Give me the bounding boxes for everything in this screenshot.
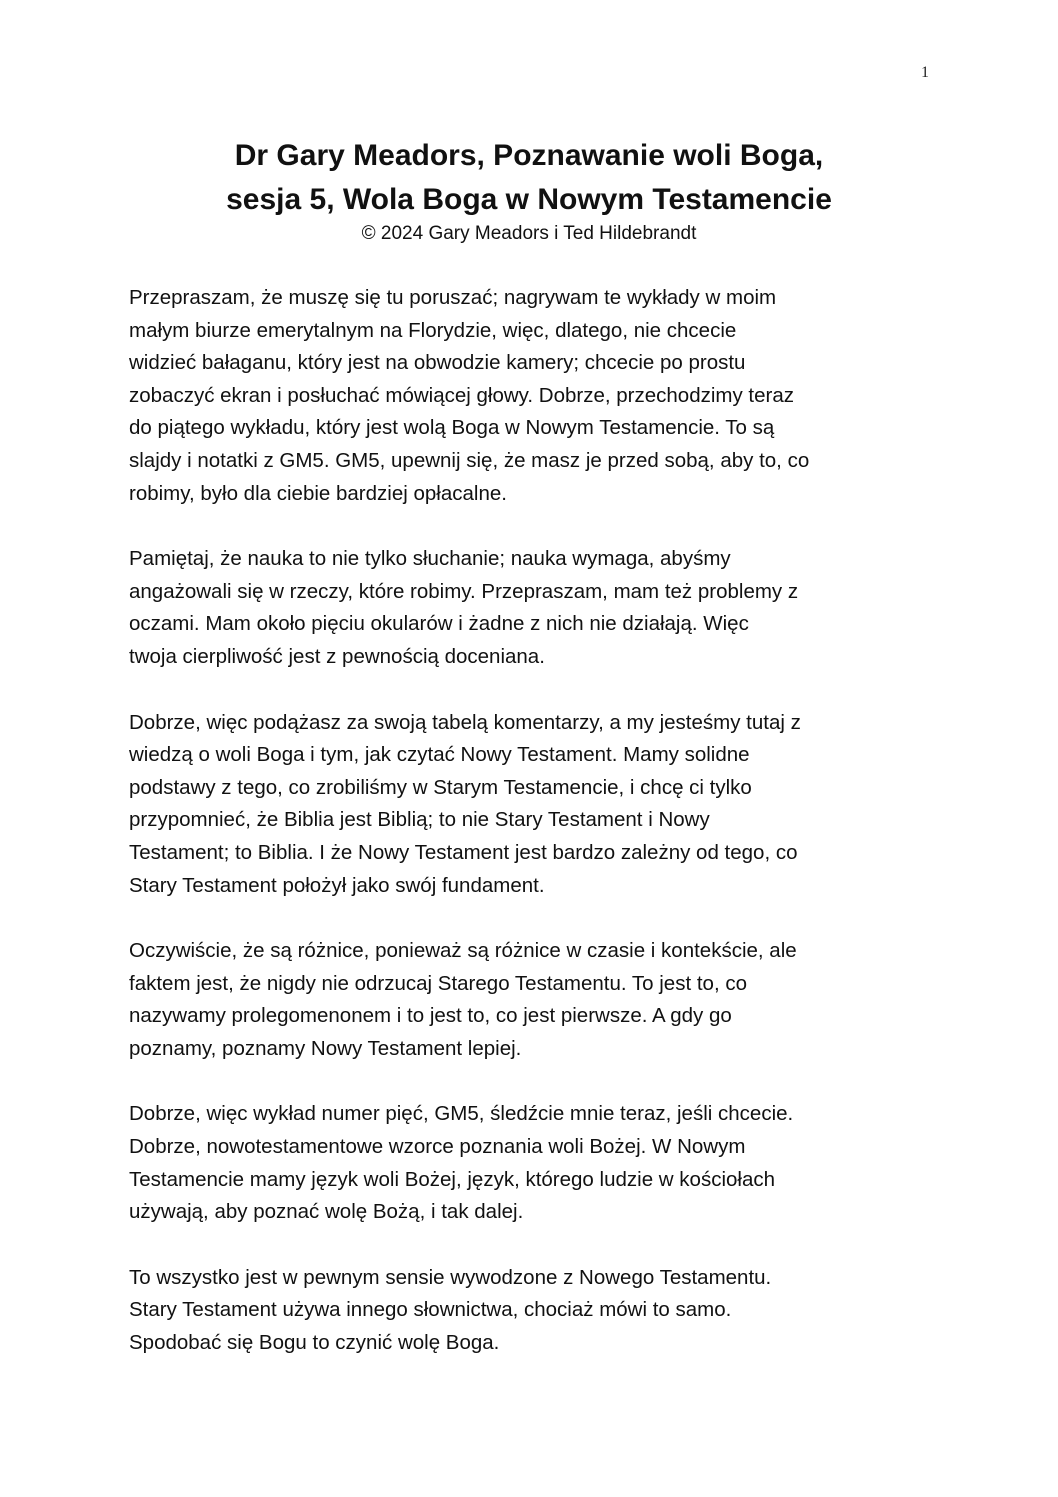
title-line-2: sesja 5, Wola Boga w Nowym Testamencie <box>226 183 832 216</box>
copyright-notice: © 2024 Gary Meadors i Ted Hildebrandt <box>361 223 697 244</box>
text-line: wiedzą o woli Boga i tym, jak czytać Nowy Testament. Mamy solidne <box>129 743 750 767</box>
text-line: Spodobać się Bogu to czynić wolę Boga. <box>129 1331 500 1355</box>
text-line: używają, aby poznać wolę Bożą, i tak dalej. <box>129 1200 524 1224</box>
text-line: To wszystko jest w pewnym sensie wywodzone z Nowego Testamentu. <box>129 1265 772 1289</box>
text-line: Dobrze, nowotestamentowe wzorce poznania woli Bożej. W Nowym <box>129 1135 746 1159</box>
text-line: do piątego wykładu, który jest wolą Boga w Nowym Testamencie. To są <box>129 416 775 440</box>
text-line: małym biurze emerytalnym na Florydzie, więc, dlatego, nie chcecie <box>129 318 737 342</box>
body-text <box>129 282 929 1393</box>
paragraph-5 <box>129 1098 929 1228</box>
text-line: przypomnieć, że Biblia jest Biblią; to nie Stary Testament i Nowy <box>129 808 710 832</box>
text-line: Stary Testament używa innego słownictwa, chociaż mówi to samo. <box>129 1298 732 1322</box>
text-line: zobaczyć ekran i posłuchać mówiącej głowy. Dobrze, przechodzimy teraz <box>129 383 795 407</box>
title-block <box>0 134 1058 246</box>
text-line: Testament; to Biblia. I że Nowy Testament jest bardzo zależny od tego, co <box>129 840 798 864</box>
text-line: faktem jest, że nigdy nie odrzucaj Starego Testamentu. To jest to, co <box>129 971 747 995</box>
text-line: podstawy z tego, co zrobiliśmy w Starym Testamencie, i chcę ci tylko <box>129 775 752 799</box>
text-line: oczami. Mam około pięciu okularów i żadne z nich nie działają. Więc <box>129 612 749 636</box>
text-line: widzieć bałaganu, który jest na obwodzie kamery; chcecie po prostu <box>129 351 746 375</box>
text-line: Stary Testament położył jako swój fundament. <box>129 873 545 897</box>
text-line: Przepraszam, że muszę się tu poruszać; nagrywam te wykłady w moim <box>129 286 777 309</box>
paragraph-2 <box>129 543 929 673</box>
text-line: twoja cierpliwość jest z pewnością doceniana. <box>129 644 545 668</box>
paragraph-4 <box>129 935 929 1065</box>
text-line: nazywamy prolegomenonem i to jest to, co jest pierwsze. A gdy go <box>129 1004 732 1028</box>
text-line: Oczywiście, że są różnice, ponieważ są różnice w czasie i kontekście, ale <box>129 939 797 963</box>
text-line: Testamencie mamy język woli Bożej, język, którego ludzie w kościołach <box>129 1167 776 1191</box>
title-line-1: Dr Gary Meadors, Poznawanie woli Boga, <box>234 139 824 172</box>
page-number: 1 <box>921 64 929 81</box>
paragraph-1 <box>129 282 929 510</box>
text-line: Dobrze, więc podążasz za swoją tabelą komentarzy, a my jesteśmy tutaj z <box>129 710 801 734</box>
text-line: robimy, było dla ciebie bardziej opłacalne. <box>129 481 507 505</box>
paragraph-6 <box>129 1262 929 1360</box>
text-line: Dobrze, więc wykład numer pięć, GM5, śledźcie mnie teraz, jeśli chcecie. <box>129 1102 794 1126</box>
text-line: slajdy i notatki z GM5. GM5, upewnij się, że masz je przed sobą, aby to, co <box>129 448 810 472</box>
text-line: Pamiętaj, że nauka to nie tylko słuchanie; nauka wymaga, abyśmy <box>129 547 731 571</box>
text-line: angażowali się w rzeczy, które robimy. Przepraszam, mam też problemy z <box>129 579 799 603</box>
text-line: poznamy, poznamy Nowy Testament lepiej. <box>129 1036 522 1060</box>
paragraph-3 <box>129 707 929 903</box>
